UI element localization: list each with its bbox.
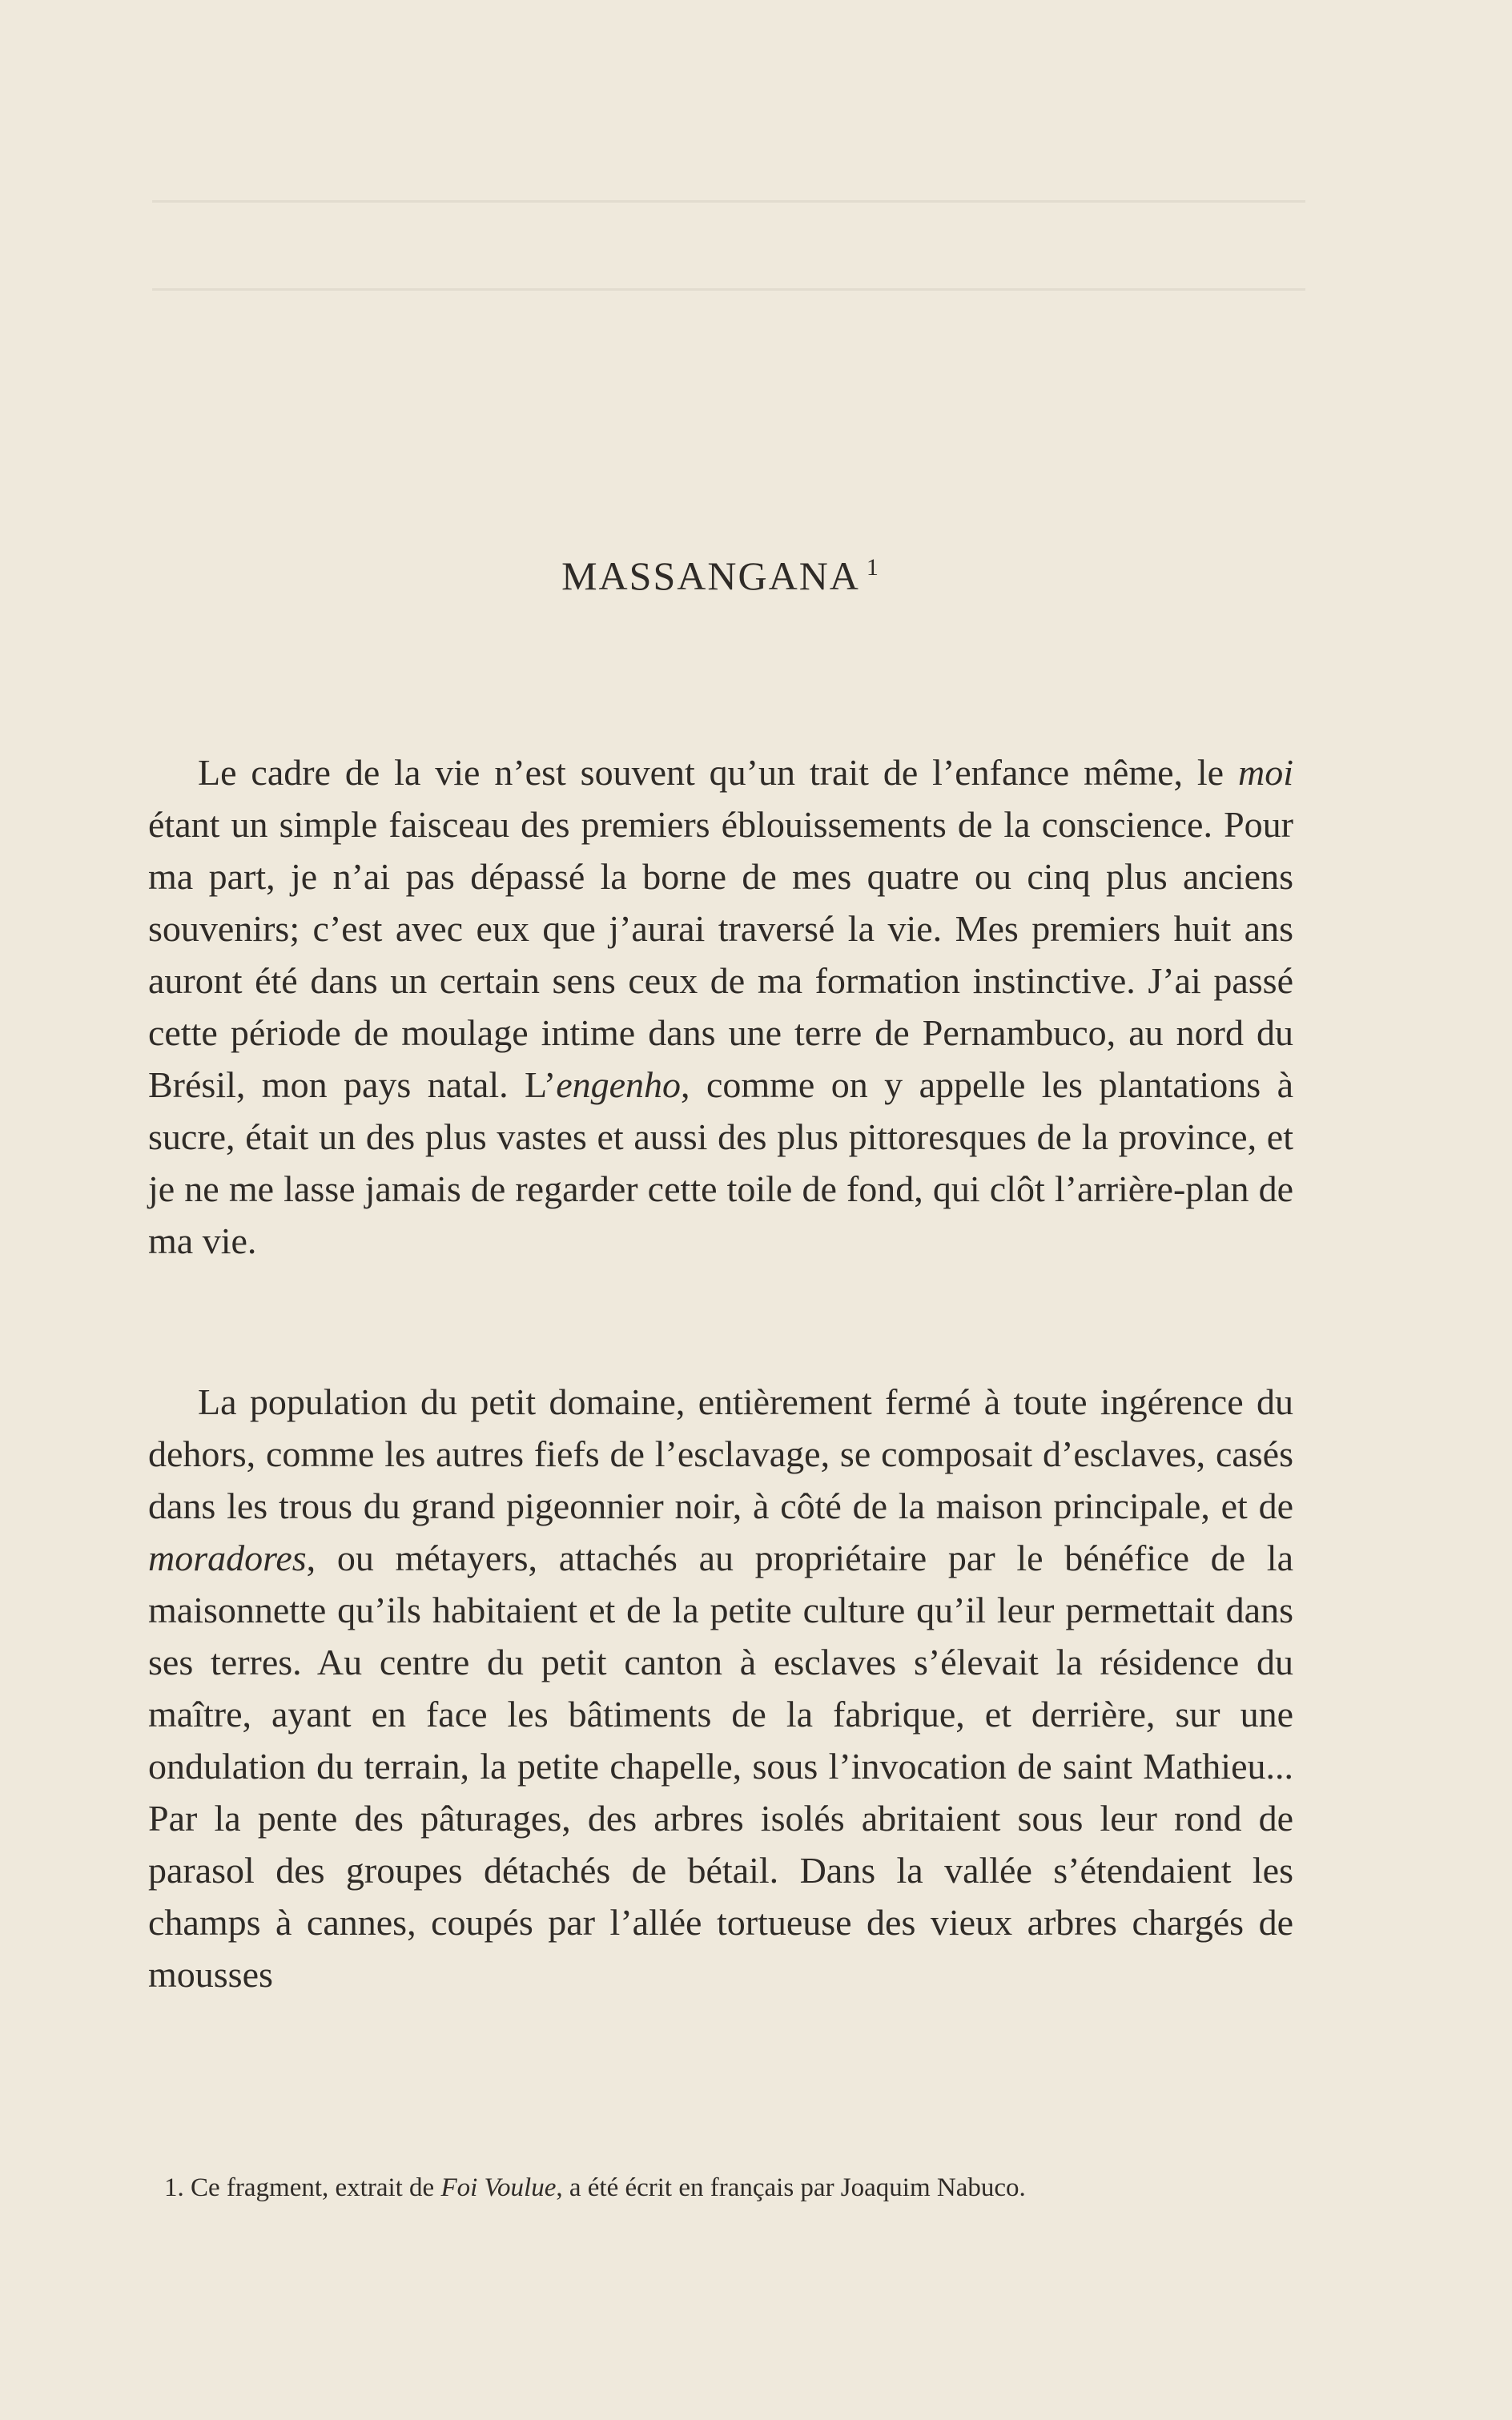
- show-through-rule: [152, 288, 1305, 291]
- text-run: , ou métayers, attachés au propriétaire par le bénéfice de la maisonnette qu’ils habitaient et de la petite culture qu’il leur permettait dans ses terres. Au centre du petit canton à esclaves s’élevait la résidence du maître, ayant en face les bâtiments de la fabrique, et derrière, sur une ondulation du terrain, la petite chapelle, sous l’invocation de saint Mathieu... Par la pente des pâturages, des arbres isolés abritaient sous leur rond de parasol des groupes détachés de bétail. Dans la vallée s’étendaient les champs à cannes, coupés par l’allée tortueuse des vieux arbres chargés de mousses: [148, 1538, 1293, 1995]
- text-run: , comme on y appelle les plantations à sucre, était un des plus vastes et aussi des plus pittoresques de la province, et je ne me lasse jamais de regarder cette toile de fond, qui clôt l’arrière-plan de ma vie.: [148, 1064, 1293, 1261]
- paragraph-1: [148, 746, 1293, 1267]
- chapter-title-text: MASSANGANA: [561, 553, 860, 598]
- footnote: [164, 2170, 1293, 2205]
- text-run: étant un simple faisceau des premiers éblouissements de la conscience. Pour ma part, je n’ai pas dépassé la borne de mes quatre ou cinq plus anciens souvenirs; c’est avec eux que j’aurai traversé la vie. Mes premiers huit ans auront été dans un certain sens ceux de ma formation instinctive. J’ai passé cette période de moulage intime dans une terre de Pernambuco, au nord du Brésil, mon pays natal. L’: [148, 804, 1293, 1105]
- footnote-marker: 1: [866, 554, 880, 581]
- show-through-rule: [152, 200, 1305, 203]
- italic-run: moi: [1238, 752, 1293, 793]
- text-run: Le cadre de la vie n’est souvent qu’un trait de l’enfance même, le: [198, 752, 1238, 793]
- chapter-title: [148, 553, 1293, 599]
- paragraph-2: [148, 1376, 1293, 2000]
- text-run: 1. Ce fragment, extrait de: [164, 2173, 441, 2202]
- italic-run: moradores: [148, 1538, 307, 1578]
- text-run: La population du petit domaine, entièrement fermé à toute ingérence du dehors, comme les autres fiefs de l’esclavage, se composait d’esclaves, casés dans les trous du grand pigeonnier noir, à côté de la maison principale, et de: [148, 1381, 1293, 1526]
- text-run: , a été écrit en français par Joaquim Nabuco.: [556, 2173, 1026, 2202]
- italic-run: engenho: [556, 1064, 682, 1105]
- italic-run: Foi Voulue: [440, 2173, 557, 2202]
